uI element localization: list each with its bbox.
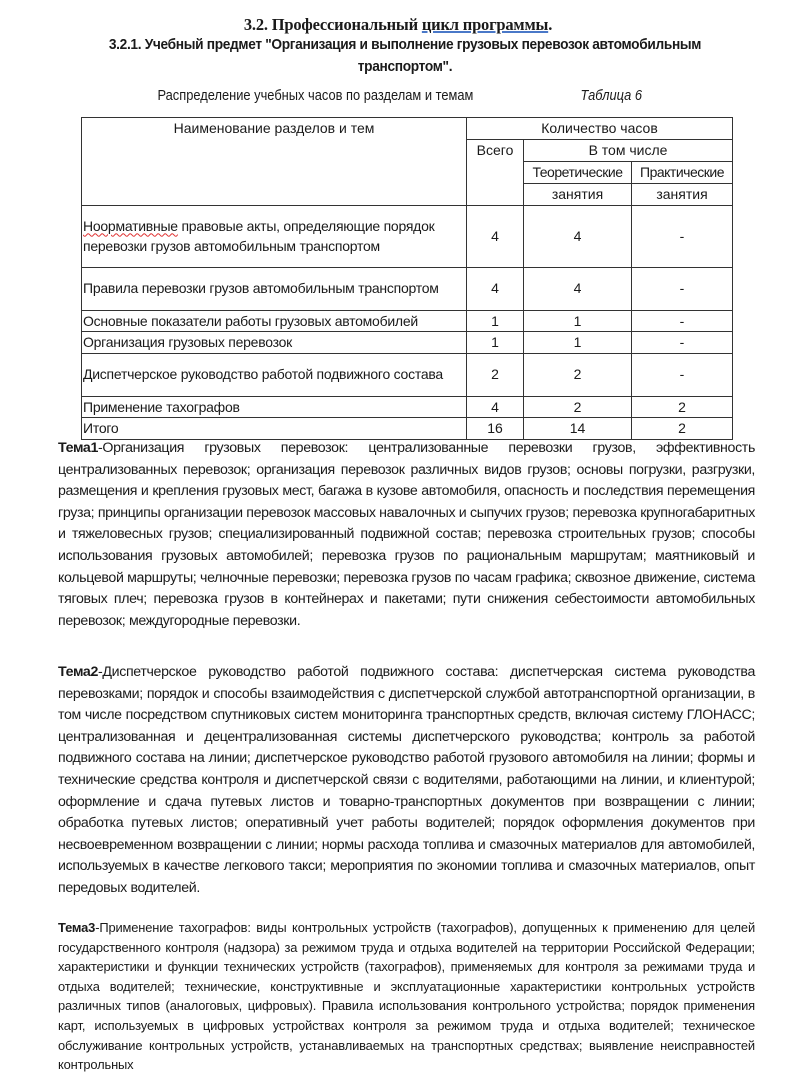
- row-theory: 4: [524, 267, 632, 310]
- row-name-rest: правовые акты, определяющие порядок перевозки грузов автомобильным транспортом: [83, 217, 435, 254]
- table-row: [82, 267, 733, 310]
- row-theory: 1: [524, 332, 632, 354]
- section-heading-underlined: цикл программы: [421, 15, 549, 34]
- row-name: Диспетчерское руководство работой подвижного состава: [82, 353, 467, 396]
- hours-table: [81, 117, 733, 440]
- row-theory: 2: [524, 396, 632, 418]
- row-name: Применение тахографов: [82, 396, 467, 418]
- topic-label: Тема2: [58, 664, 99, 680]
- table-number: Таблица 6: [580, 88, 642, 104]
- header-hours: Количество часов: [467, 118, 733, 140]
- row-total: 4: [467, 267, 524, 310]
- row-total: 2: [467, 353, 524, 396]
- topic-text: -Организация грузовых перевозок: централизованные перевозки грузов, эффективность централизованных перевозок; организация перевозок различных видов грузов; основы погрузки, разгрузки, размещения и крепления грузовых мест, багажа в кузове автомобиля, опасность и последствия перемещения груза; принципы организации перевозок массовых навалочных и сыпучих грузов; перевозка крупногабаритных и тяжеловесных грузов; специализированный подвижной состав; перевозка строительных грузов; способы использования грузовых автомобилей; перевозка грузов по рациональным маршрутам; маятниковый и кольцевой маршруты; челночные перевозки; перевозка грузов по часам графика; сквозное движение, система тяговых плеч; перевозка грузов в контейнерах и пакетами; пути снижения себестоимости автомобильных перевозок; междугородные перевозки.: [58, 440, 755, 629]
- row-practice: -: [632, 353, 733, 396]
- row-name: Правила перевозки грузов автомобильным транспортом: [82, 267, 467, 310]
- table-row: [82, 310, 733, 332]
- header-theory-line2: занятия: [524, 184, 632, 206]
- subject-heading: 3.2.1. Учебный предмет "Организация и выполнение грузовых перевозок автомобильным транспортом".: [108, 37, 702, 75]
- table-row: [82, 205, 733, 267]
- header-theory-line1: Теоретические: [524, 162, 632, 184]
- row-total: 1: [467, 310, 524, 332]
- row-practice: 2: [632, 396, 733, 418]
- topic-label: Тема3: [58, 920, 96, 935]
- row-practice: -: [632, 205, 733, 267]
- header-total: Всего: [467, 140, 524, 206]
- row-practice: 2: [632, 418, 733, 440]
- row-name: Итого: [82, 418, 467, 440]
- header-including: В том числе: [524, 140, 733, 162]
- topic-label: Тема1: [58, 440, 99, 456]
- topic-text: -Диспетчерское руководство работой подвижного состава: диспетчерская система руководства перевозками; порядок и способы взаимодействия с диспетчерской службой автотранспортной организации, в том числе посредством спутниковых систем мониторинга транспортных средств, включая систему ГЛОНАСС; централизованная и децентрализованная системы диспетчерского руководства; контроль за работой подвижного состава на линии; диспетчерское руководство работой грузового автомобиля на линии; формы и технические средства контроля и диспетчерской связи с водителями, работающими на линии, и клиентурой; оформление и сдача путевых листов и товарно-транспортных документов при возвращении с линии; обработка путевых листов; оперативный учет работы водителей; порядок оформления документов при несвоевременном возвращении с линии; нормы расхода топлива и смазочных материалов для автомобилей, используемых в качестве легкового такси; мероприятия по экономии топлива и смазочных материалов, опыт передовых водителей.: [58, 664, 755, 896]
- topic-3-paragraph: [58, 918, 755, 1075]
- row-name: Основные показатели работы грузовых автомобилей: [82, 310, 467, 332]
- section-heading: [0, 14, 796, 36]
- table-row: [82, 332, 733, 354]
- row-theory: 1: [524, 310, 632, 332]
- row-name: [82, 205, 467, 267]
- row-theory: 2: [524, 353, 632, 396]
- table-caption-text: Распределение учебных часов по разделам и темам: [157, 88, 474, 104]
- topic-text: -Применение тахографов: виды контрольных устройств (тахографов), допущенных к применению для целей государственного контроля (надзора) за режимом труда и отдыха водителей на территории Российской Федерации; характеристики и функции технических устройств (тахографов), применяемых для контроля за режимами труда и отдыха водителей; технические, конструктивные и эксплуатационные характеристики контрольных устройств различных типов (аналоговых, цифровых). Правила использования контрольного устройства; порядок применения карт, используемых в цифровых устройствах контроля за режимом труда и отдыха водителей; техническое обслуживание контрольных устройств, устанавливаемых на транспортных средствах; выявление неисправностей контрольных: [58, 920, 755, 1073]
- header-name: Наименование разделов и тем: [82, 118, 467, 206]
- table-row: [82, 353, 733, 396]
- row-theory: 4: [524, 205, 632, 267]
- row-name: Организация грузовых перевозок: [82, 332, 467, 354]
- row-theory: 14: [524, 418, 632, 440]
- header-practice-line1: Практические: [632, 162, 733, 184]
- row-practice: -: [632, 310, 733, 332]
- topic-2-paragraph: [58, 662, 755, 900]
- row-total: 1: [467, 332, 524, 354]
- table-total-row: [82, 418, 733, 440]
- misspelled-word: Ноормативные: [83, 217, 178, 234]
- section-heading-prefix: 3.2. Профессиональный: [243, 15, 422, 34]
- section-heading-suffix: .: [548, 15, 553, 34]
- row-practice: -: [632, 267, 733, 310]
- row-total: 16: [467, 418, 524, 440]
- row-total: 4: [467, 205, 524, 267]
- row-total: 4: [467, 396, 524, 418]
- table-row: [82, 396, 733, 418]
- header-practice-line2: занятия: [632, 184, 733, 206]
- row-practice: -: [632, 332, 733, 354]
- topic-1-paragraph: [58, 438, 755, 632]
- table-header-row: [82, 118, 733, 140]
